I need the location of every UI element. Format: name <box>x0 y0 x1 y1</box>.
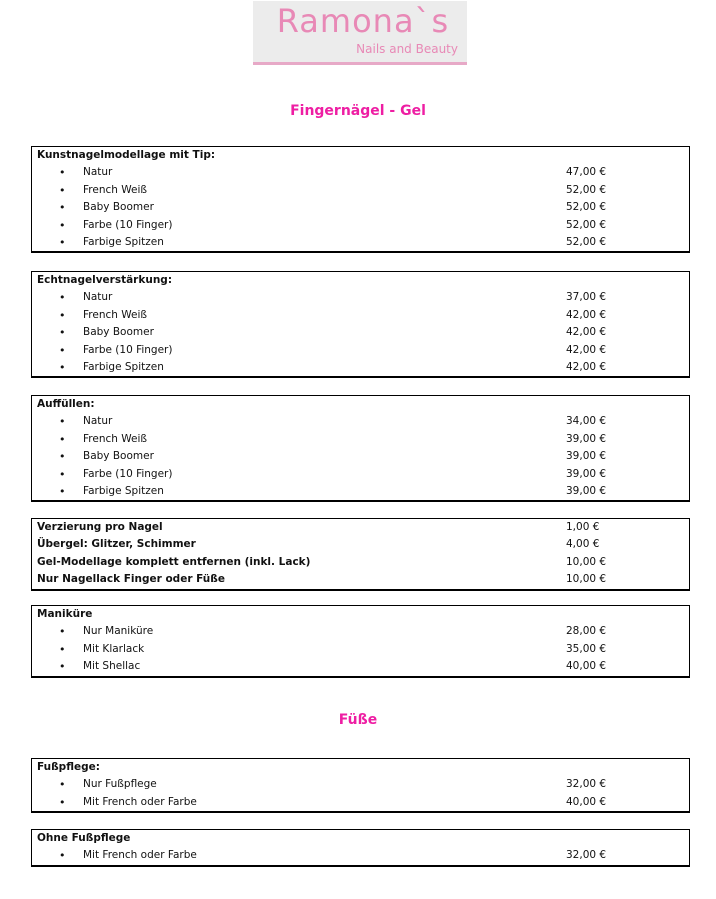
list-item: • French Weiß 39,00 € <box>59 432 607 446</box>
section-title: Ohne Fußpflege <box>37 832 131 844</box>
list-item: • Natur 34,00 € <box>59 415 607 429</box>
logo <box>253 1 467 65</box>
list-item: • French Weiß 42,00 € <box>59 308 607 322</box>
heading-feet: Füße <box>338 712 378 728</box>
section-fusspflege <box>31 758 690 813</box>
list-item: Übergel: Glitzer, Schimmer 4,00 € <box>37 538 600 551</box>
section-title: Kunstnagelmodellage mit Tip: <box>37 149 216 161</box>
list-item: • Nur Fußpflege 32,00 € <box>59 778 607 792</box>
list-item: • Farbige Spitzen 42,00 € <box>32 359 689 377</box>
list-item: • Farbe (10 Finger) 42,00 € <box>59 343 607 357</box>
section-title: Fußpflege: <box>37 761 100 773</box>
list-item: • Mit French oder Farbe 32,00 € <box>32 847 689 865</box>
list-item: Gel-Modellage komplett entfernen (inkl. Lack) 10,00 € <box>37 555 607 568</box>
list-item: • Farbe (10 Finger) 39,00 € <box>59 467 607 481</box>
list-item: • Natur 47,00 € <box>59 166 607 180</box>
list-item: • Farbige Spitzen 52,00 € <box>32 234 689 252</box>
logo-name: Ramona`s <box>276 2 450 40</box>
list-item: Nur Nagellack Finger oder Füße 10,00 € <box>32 571 689 589</box>
list-item: • Nur Maniküre 28,00 € <box>59 625 607 639</box>
list-item: • Baby Boomer 52,00 € <box>59 201 607 215</box>
heading-gel: Fingernägel - Gel <box>290 103 426 119</box>
section-kunstnagel <box>31 146 690 253</box>
list-item: • Natur 37,00 € <box>59 291 607 305</box>
section-ohne-fusspflege <box>31 829 690 867</box>
list-item: • Farbe (10 Finger) 52,00 € <box>59 218 607 232</box>
list-item: • Mit Shellac 40,00 € <box>32 658 689 676</box>
list-item: Verzierung pro Nagel 1,00 € <box>37 521 600 533</box>
list-item: • Baby Boomer 39,00 € <box>59 450 607 464</box>
section-manikuere <box>31 605 690 678</box>
section-extras <box>31 518 690 591</box>
section-echtnagel <box>31 271 690 378</box>
section-title: Auffüllen: <box>37 398 95 410</box>
list-item: • French Weiß 52,00 € <box>59 183 607 197</box>
list-item: • Mit Klarlack 35,00 € <box>59 642 607 656</box>
section-title: Maniküre <box>37 608 93 620</box>
section-title: Echtnagelverstärkung: <box>37 274 173 286</box>
list-item: • Baby Boomer 42,00 € <box>59 326 607 340</box>
list-item: • Farbige Spitzen 39,00 € <box>32 483 689 501</box>
list-item: • Mit French oder Farbe 40,00 € <box>32 794 689 812</box>
logo-subtitle: Nails and Beauty <box>356 42 458 56</box>
section-auffuellen <box>31 395 690 502</box>
